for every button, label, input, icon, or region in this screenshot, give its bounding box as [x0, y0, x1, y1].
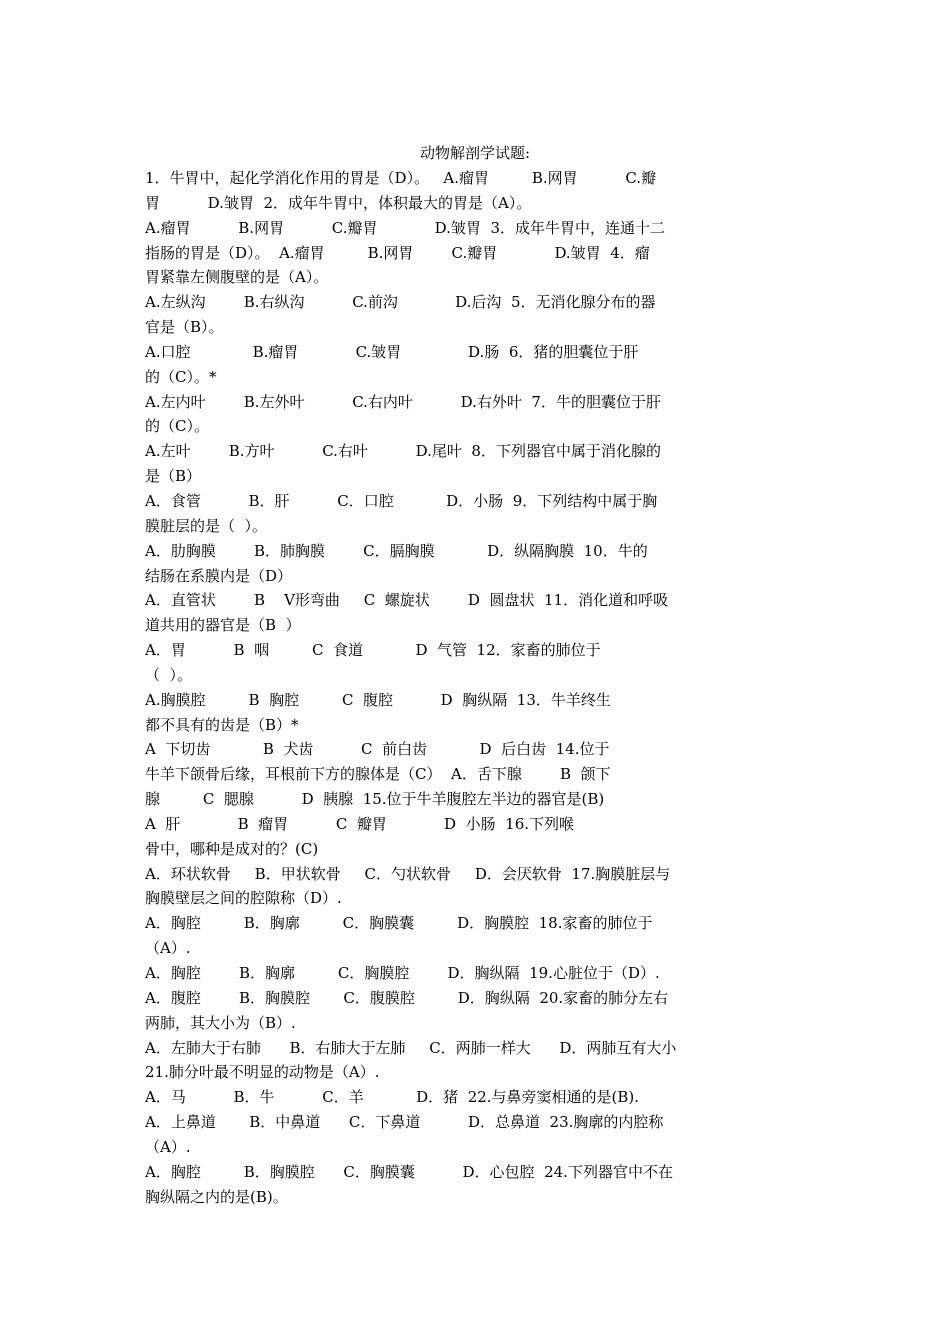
text-line: A．胸腔 B．胸廓 C．胸膜囊 D．胸膜腔 18.家畜的肺位于: [145, 914, 653, 933]
text-line: A.左内叶 B.左外叶 C.右内叶 D.右外叶 7．牛的胆囊位于肝: [145, 392, 661, 411]
text-line: A．胸腔 B．胸膜腔 C．胸膜囊 D．心包腔 24.下列器官中不在: [145, 1162, 673, 1181]
text-line: A.左叶 B.方叶 C.右叶 D.尾叶 8．下列器官中属于消化腺的: [145, 442, 661, 461]
text-line: 两肺，其大小为（B）.: [145, 1013, 296, 1032]
text-line: A．上鼻道 B．中鼻道 C．下鼻道 D．总鼻道 23.胸廓的内腔称: [145, 1113, 664, 1132]
text-line: 官是（B）。: [145, 318, 224, 337]
text-line: A．直管状 B V形弯曲 C 螺旋状 D 圆盘状 11．消化道和呼吸: [145, 591, 669, 610]
text-line: A．马 B．牛 C．羊 D．猪 22.与鼻旁窦相通的是(B).: [145, 1088, 640, 1107]
text-line: A．腹腔 B．胸膜腔 C．腹膜腔 D．胸纵隔 20.家畜的肺分左右: [145, 988, 669, 1007]
text-line: 膜脏层的是（ ）。: [145, 516, 268, 535]
text-line: A.口腔 B.瘤胃 C.皱胃 D.肠 6．猪的胆囊位于肝: [145, 342, 639, 361]
text-line: 的（C）。*: [145, 367, 217, 386]
text-line: A 下切齿 B 犬齿 C 前白齿 D 后白齿 14.位于: [145, 740, 610, 759]
text-line: A．肋胸膜 B．肺胸膜 C．膈胸膜 D．纵隔胸膜 10．牛的: [145, 541, 648, 560]
text-line: 胸膜壁层之间的腔隙称（D）.: [145, 889, 342, 908]
text-line: （A）.: [145, 1137, 191, 1156]
page-title: 动物解剖学试题:: [419, 144, 531, 162]
text-line: 牛羊下颌骨后缘，耳根前下方的腺体是（C） A．舌下腺 B 颌下: [145, 765, 611, 784]
text-line: 结肠在系膜内是（D）: [145, 566, 293, 585]
text-line: 腺 C 腮腺 D 胰腺 15.位于牛羊腹腔左半边的器官是(B): [145, 790, 605, 809]
text-line: （ ）。: [145, 665, 193, 684]
text-line: 骨中，哪种是成对的？(C): [145, 839, 319, 858]
text-line: A 肝 B 瘤胃 C 瓣胃 D 小肠 16.下列喉: [145, 814, 575, 833]
text-line: 21.肺分叶最不明显的动物是（A）.: [145, 1063, 380, 1082]
text-line: A．胃 B 咽 C 食道 D 气管 12．家畜的肺位于: [145, 641, 601, 660]
question-text-body: [145, 166, 810, 1209]
text-line: A.左纵沟 B.右纵沟 C.前沟 D.后沟 5．无消化腺分布的器: [145, 293, 656, 312]
text-line: 都不具有的齿是（B）*: [145, 715, 299, 734]
text-line: 胸纵隔之内的是(B)。: [145, 1187, 288, 1206]
text-line: A．环状软骨 B．甲状软骨 C．勺状软骨 D．会厌软骨 17.胸膜脏层与: [145, 864, 671, 883]
text-line: A.瘤胃 B.网胃 C.瓣胃 D.皱胃 3．成年牛胃中，连通十二: [145, 218, 666, 237]
text-line: A.胸膜腔 B 胸腔 C 腹腔 D 胸纵隔 13．牛羊终生: [145, 690, 611, 709]
text-line: 胃 D.皱胃 2．成年牛胃中，体积最大的胃是（A）。: [145, 193, 532, 212]
text-line: （A）.: [145, 939, 191, 958]
text-line: 的（C）。: [145, 417, 209, 436]
text-line: A．胸腔 B．胸廓 C．胸膜腔 D．胸纵隔 19.心脏位于（D）.: [145, 964, 660, 982]
text-line: 胃紧靠左侧腹壁的是（A）。: [145, 268, 329, 287]
text-line: A．食管 B．肝 C．口腔 D．小肠 9．下列结构中属于胸: [145, 491, 658, 510]
text-line: 1．牛胃中，起化学消化作用的胃是（D）。 A.瘤胃 B.网胃 C.瓣: [145, 169, 657, 187]
text-line: A．左肺大于右肺 B．右肺大于左肺 C．两肺一样大 D．两肺互有大小: [145, 1038, 677, 1057]
text-line: 指肠的胃是（D）。 A.瘤胃 B.网胃 C.瓣胃 D.皱胃 4．瘤: [145, 243, 650, 262]
text-line: 道共用的器官是（B ）: [145, 616, 301, 635]
text-line: 是（B）: [145, 467, 202, 486]
